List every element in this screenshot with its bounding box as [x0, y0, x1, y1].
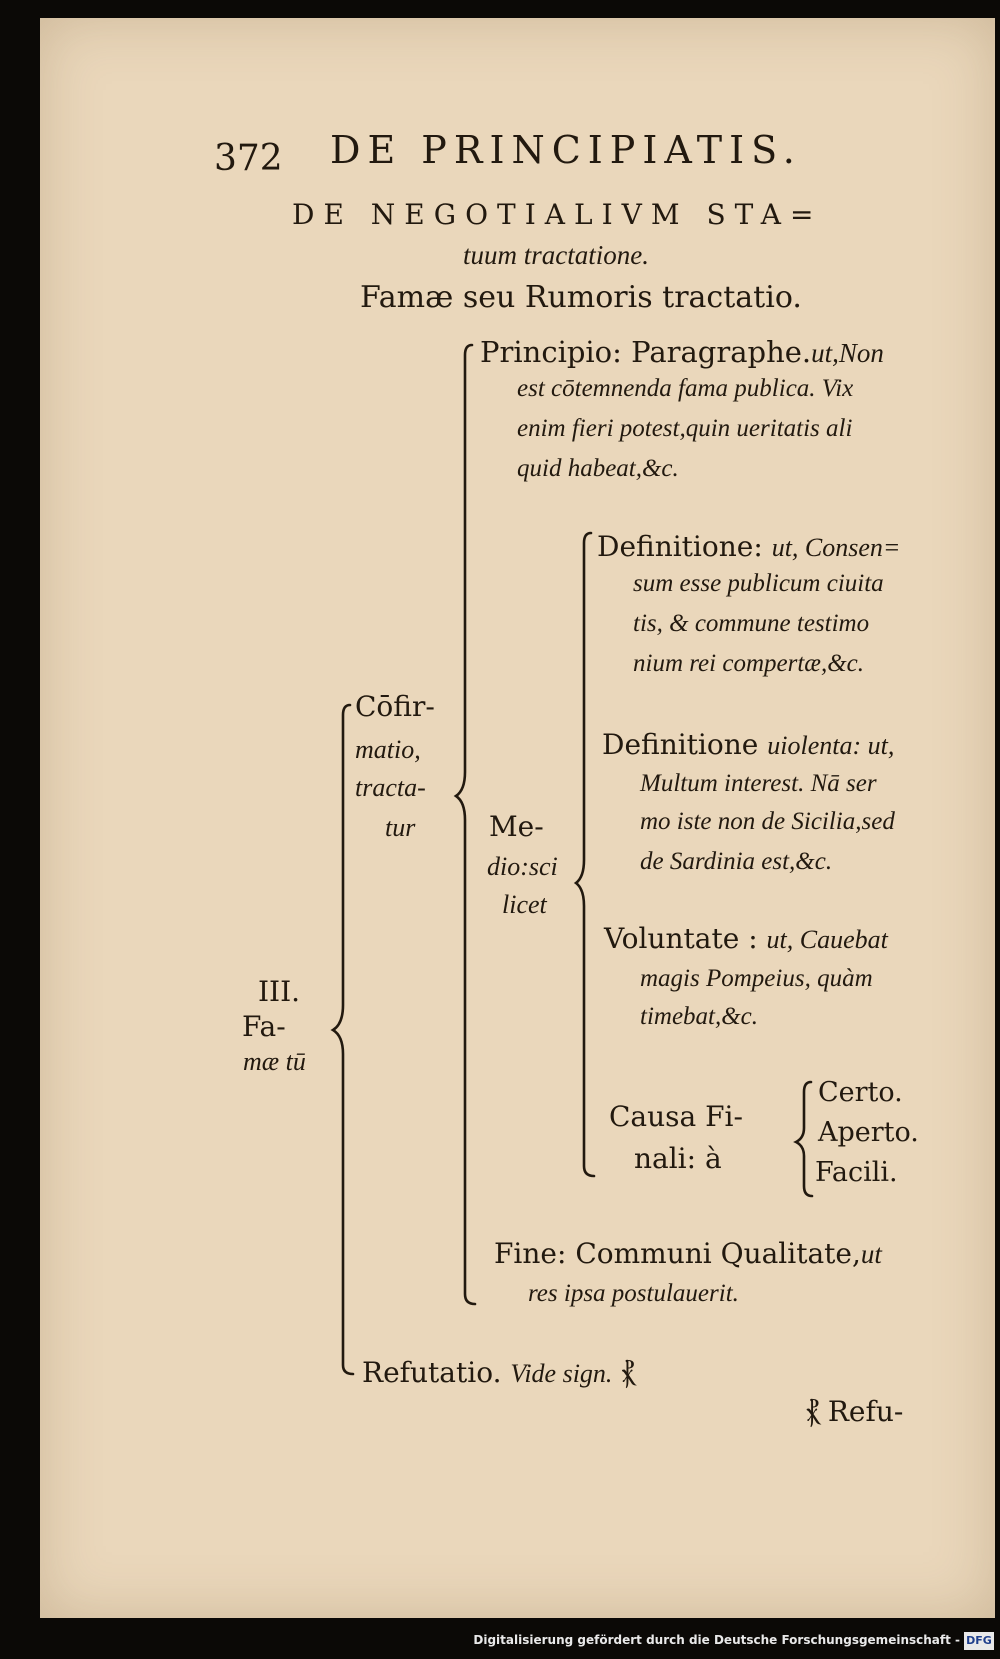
refutatio-vide: Vide sign. — [510, 1359, 613, 1388]
confirmatio-label-4: tur — [385, 813, 416, 842]
root-brace — [333, 705, 353, 1374]
principio-ut: ut,Non — [811, 338, 884, 368]
principio-line-2: est cōtemnenda fama publica. Vix — [517, 375, 854, 402]
confirmatio-label-3: tracta- — [355, 773, 426, 802]
facili: Facili. — [815, 1157, 898, 1188]
refutatio-sign: ⳩ — [621, 1356, 635, 1389]
root-label-1: III. — [258, 975, 301, 1008]
confirmatio-brace — [456, 345, 475, 1304]
principio-heading — [480, 335, 884, 369]
footer-bar — [0, 1627, 1000, 1659]
fine-ut: ut — [860, 1239, 882, 1269]
definitione-uiolenta-ut: uiolenta: ut, — [767, 731, 895, 760]
fine-line-2: res ipsa postulauerit. — [528, 1280, 739, 1307]
refutatio-line — [362, 1356, 634, 1390]
confirmatio-label-1: Cōfir- — [355, 690, 435, 723]
subtitle: Famæ seu Rumoris tractatio. — [360, 280, 802, 315]
catchword — [806, 1395, 903, 1429]
principio-head-text: Principio: Paragraphe. — [480, 335, 812, 369]
definitione-ut: ut, Consen= — [771, 533, 901, 562]
definitione-head-text: Definitione: — [597, 530, 763, 563]
definitione-line-4: nium rei compertæ,&c. — [633, 650, 864, 677]
catchword-text: Refu- — [827, 1395, 904, 1428]
medio-label-3: licet — [502, 890, 547, 919]
definitione-uiolenta-head-text: Definitione — [602, 728, 759, 761]
principio-line-3: enim fieri potest,quin ueritatis ali — [517, 415, 853, 442]
medio-label-1: Me- — [489, 810, 544, 843]
section-title-line2: tuum tractatione. — [463, 240, 649, 270]
voluntate-head-text: Voluntate : — [604, 922, 758, 955]
definitione-uiolenta-line-2: Multum interest. Nā ser — [640, 770, 877, 797]
fine-heading — [494, 1237, 882, 1270]
section-title-line1: DE NEGOTIALIVM STA= — [292, 198, 823, 231]
root-label-2: Fa- — [242, 1010, 286, 1043]
page-number: 372 — [214, 138, 283, 179]
medio-label-2: dio:sci — [487, 852, 558, 881]
refutatio-label: Refutatio. — [362, 1356, 502, 1389]
voluntate-heading — [604, 922, 888, 955]
causa-label-2: nali: à — [634, 1142, 722, 1175]
running-head: DE PRINCIPIATIS. — [330, 128, 802, 172]
voluntate-line-3: timebat,&c. — [640, 1003, 759, 1030]
definitione-line-3: tis, & commune testimo — [633, 610, 870, 637]
footer-funding-note: Digitalisierung gefördert durch die Deutsche Forschungsgemeinschaft - — [473, 1633, 960, 1647]
causa-brace — [796, 1082, 812, 1196]
causa-label-1: Causa Fi- — [609, 1100, 743, 1133]
definitione-uiolenta-line-3: mo iste non de Sicilia,sed — [640, 808, 895, 835]
aperto: Aperto. — [818, 1117, 919, 1148]
medio-brace — [576, 533, 594, 1176]
confirmatio-label-2: matio, — [355, 735, 421, 764]
dfg-logo: DFG — [964, 1632, 994, 1650]
fine-head-text: Fine: Communi Qualitate, — [494, 1237, 861, 1270]
definitione-uiolenta-line-4: de Sardinia est,&c. — [640, 848, 833, 875]
voluntate-line-2: magis Pompeius, quàm — [640, 965, 873, 992]
definitione-line-2: sum esse publicum ciuita — [633, 570, 884, 597]
certo: Certo. — [818, 1077, 903, 1108]
voluntate-ut: ut, Cauebat — [766, 925, 888, 954]
catchword-sign: ⳩ — [806, 1395, 819, 1428]
definitione-uiolenta-heading — [602, 728, 894, 761]
definitione-heading — [597, 530, 900, 563]
principio-line-4: quid habeat,&c. — [517, 455, 679, 482]
root-label-3: mæ tū — [243, 1047, 306, 1076]
